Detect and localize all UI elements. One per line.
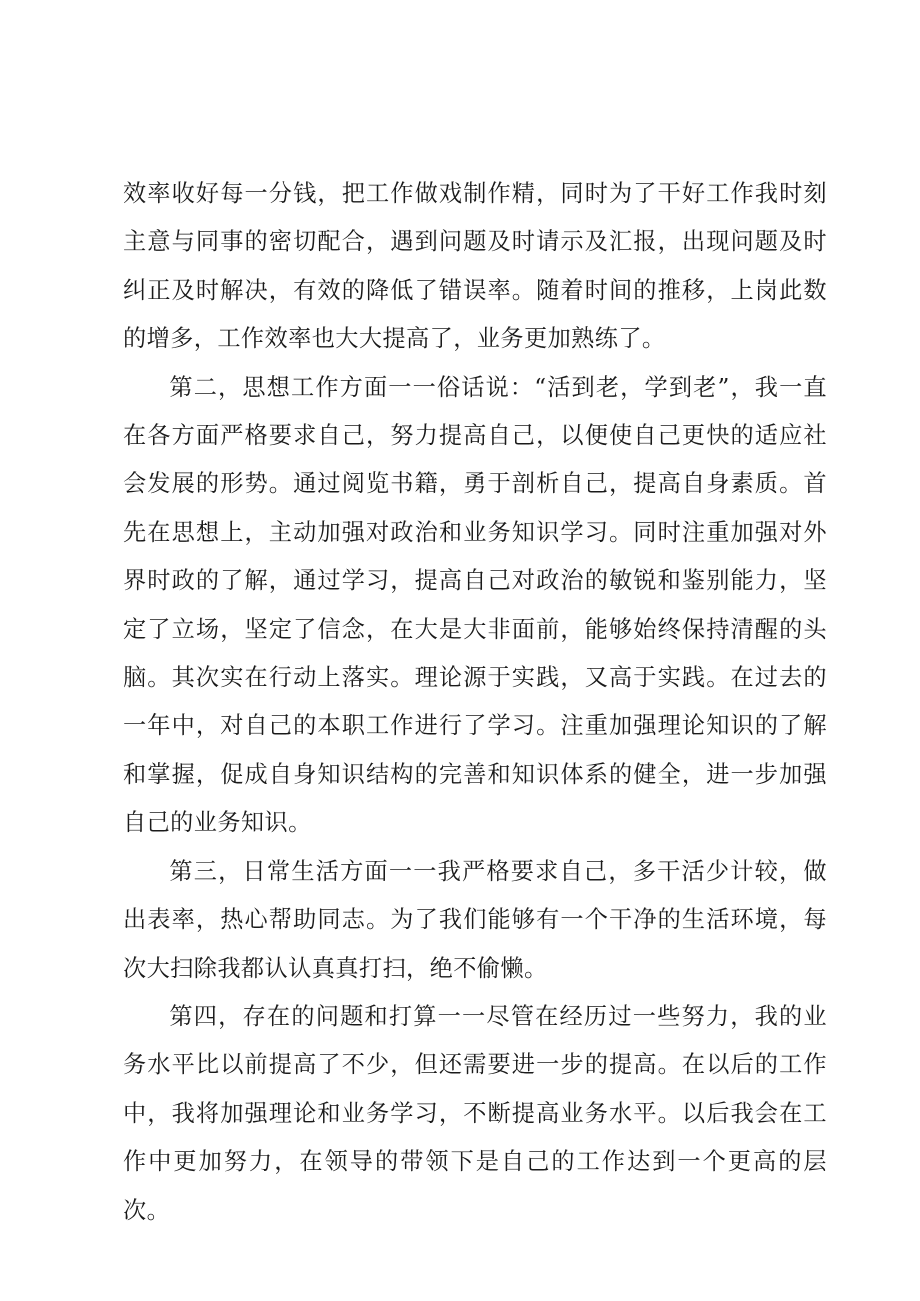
paragraph-continuation: 效率收好每一分钱，把工作做戏制作精，同时为了干好工作我时刻主意与同事的密切配合，遇到问题及时请示及汇报，出现问题及时纠正及时解决，有效的降低了错误率。随着时间的推移，上岗此数的增多，工作效率也大大提高了，业务更加熟练了。: [123, 180, 827, 353]
document-body: [123, 170, 827, 1235]
paragraph-daily-life: 第三，日常生活方面一一我严格要求自己，多干活少计较，做出表率，热心帮助同志。为了我们能够有一个干净的生活环境，每次大扫除我都认认真真打扫，绝不偷懒。: [123, 857, 827, 982]
paragraph-problems-and-plans: 第四，存在的问题和打算一一尽管在经历过一些努力，我的业务水平比以前提高了不少，但还需要进一步的提高。在以后的工作中，我将加强理论和业务学习，不断提高业务水平。以后我会在工作中更加努力，在领导的带领下是自己的工作达到一个更高的层次。: [123, 1002, 827, 1224]
paragraph-ideological-work: 第二，思想工作方面一一俗话说：“活到老，学到老”，我一直在各方面严格要求自己，努力提高自己，以便使自己更快的适应社会发展的形势。通过阅览书籍，勇于剖析自己，提高自身素质。首先在思想上，主动加强对政治和业务知识学习。同时注重加强对外界时政的了解，通过学习，提高自己对政治的敏锐和鉴别能力，坚定了立场，坚定了信念，在大是大非面前，能够始终保持清醒的头脑。其次实在行动上落实。理论源于实践，又高于实践。在过去的一年中，对自己的本职工作进行了学习。注重加强理论知识的了解和掌握，促成自身知识结构的完善和知识体系的健全，进一步加强自己的业务知识。: [123, 373, 827, 837]
